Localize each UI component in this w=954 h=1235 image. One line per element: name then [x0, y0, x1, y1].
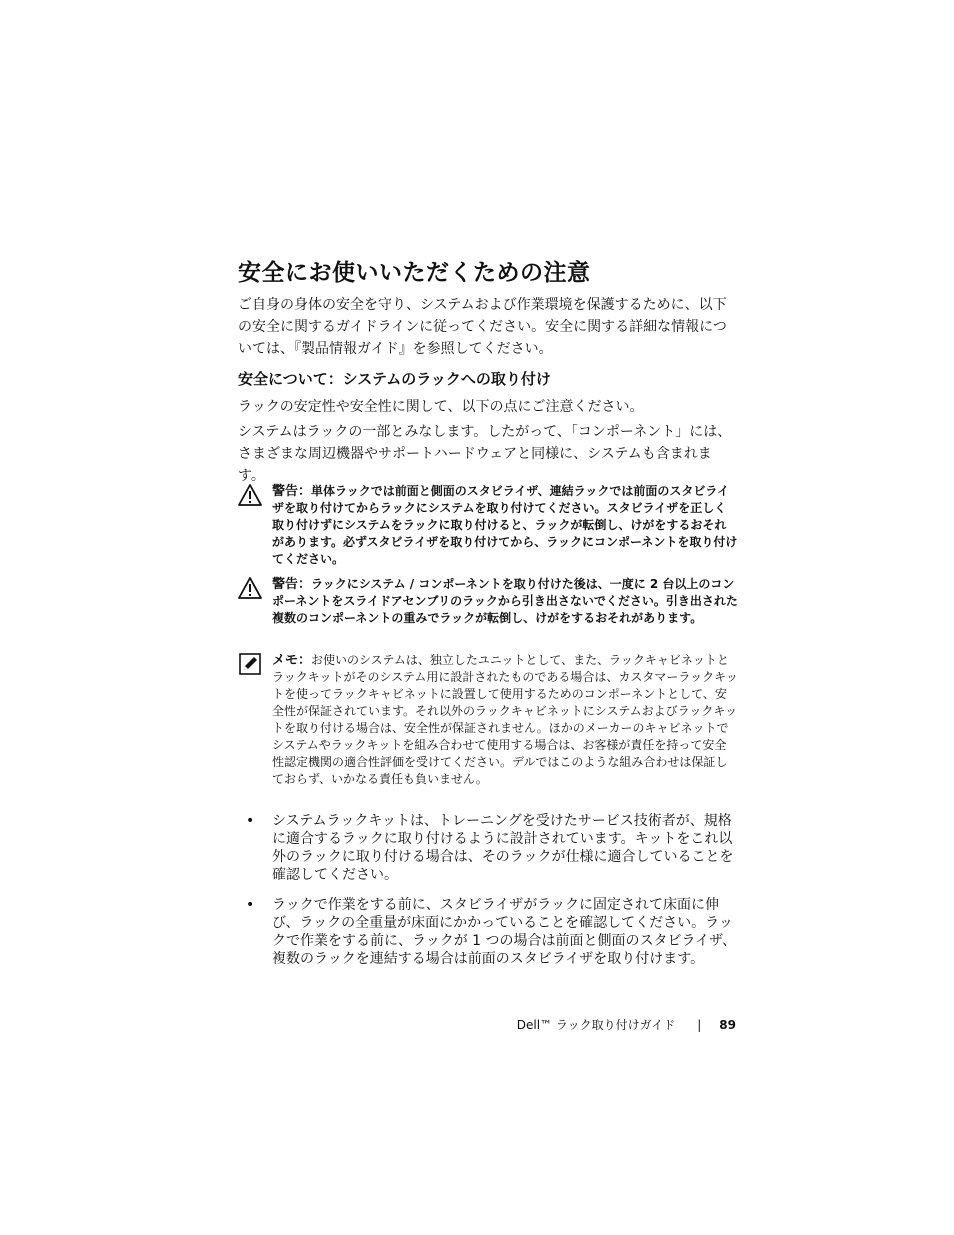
body-paragraph: システムはラックの一部とみなします。したがって、「コンポーネント」には、さまざまな周辺機器やサポートハードウェアと同様に、システムも含まれます。	[238, 424, 732, 484]
warning-text: 単体ラックでは前面と側面のスタビライザ、連結ラックでは前面のスタビライザを取り付けてからラックにシステムを取り付けてください。スタビライザを正しく取り付けずにシステムをラックに取り付けると、ラックが転倒し、けがをするおそれがあります。必ずスタビライザを取り付けてから、ラックにコンポーネントを取り付けてください。	[272, 484, 738, 566]
warning-triangle-icon	[238, 576, 262, 600]
list-item	[238, 896, 738, 968]
page-title: 安全にお使いいただくための注意	[238, 260, 591, 286]
body-paragraph: ラックの安定性や安全性に関して、以下の点にご注意ください。	[238, 399, 644, 415]
note-label: メモ：	[272, 653, 312, 668]
bullet-list	[238, 812, 738, 980]
section-heading: 安全について：システムのラックへの取り付け	[238, 370, 551, 388]
list-item-text: ラックで作業をする前に、スタビライザがラックに固定されて床面に伸び、ラックの全重量が床面にかかっていることを確認してください。ラックで作業をする前に、ラックが 1 つの場合は前面と側面のスタビライザ、複数のラックを連結する場合は前面のスタビライザを取り付けます。	[272, 897, 737, 967]
page-footer	[517, 1016, 736, 1034]
bullet-dot-icon: •	[246, 813, 255, 829]
warning-label: 警告：	[272, 484, 312, 499]
pencil-note-icon	[238, 652, 262, 676]
warning-text: ラックにシステム / コンポーネントを取り付けた後は、一度に 2 台以上のコンポーネントをスライドアセンブリのラックから引き出さないでください。引き出された複数のコンポーネントの重みでラックが転倒し、けがをするおそれがあります。	[272, 577, 738, 625]
warning-label: 警告：	[272, 577, 312, 592]
bullet-dot-icon: •	[246, 897, 255, 913]
list-item	[238, 812, 738, 884]
footer-guide-title: Dell™ ラック取り付けガイド	[516, 1018, 676, 1032]
intro-paragraph: ご自身の身体の安全を守り、システムおよび作業環境を保護するために、以下の安全に関するガイドラインに従ってください。安全に関する詳細な情報については、『製品情報ガイド』を参照してください。	[238, 297, 727, 357]
warning-triangle-icon	[238, 483, 262, 507]
page-number: 89	[719, 1018, 736, 1032]
note-text: お使いのシステムは、独立したユニットとして、また、ラックキャビネットとラックキットがそのシステム用に設計されたものである場合は、カスタマーラックキットを使ってラックキャビネットに設置して使用するためのコンポーネントとして、安全性が保証されています。それ以外のラックキャビネットにシステムおよびラックキットを取り付ける場合は、安全性が保証されません。ほかのメーカーのキャビネットでシステムやラックキットを組み合わせて使用する場合は、お客様が責任を持って安全性認定機関の適合性評価を受けてください。デルではこのような組み合わせは保証しておらず、いかなる責任も負いません。	[272, 653, 738, 786]
footer-separator: |	[697, 1018, 702, 1032]
list-item-text: システムラックキットは、トレーニングを受けたサービス技術者が、規格に適合するラックに取り付けるように設計されています。キットをこれ以外のラックに取り付ける場合は、そのラックが仕様に適合していることを確認してください。	[272, 813, 734, 883]
